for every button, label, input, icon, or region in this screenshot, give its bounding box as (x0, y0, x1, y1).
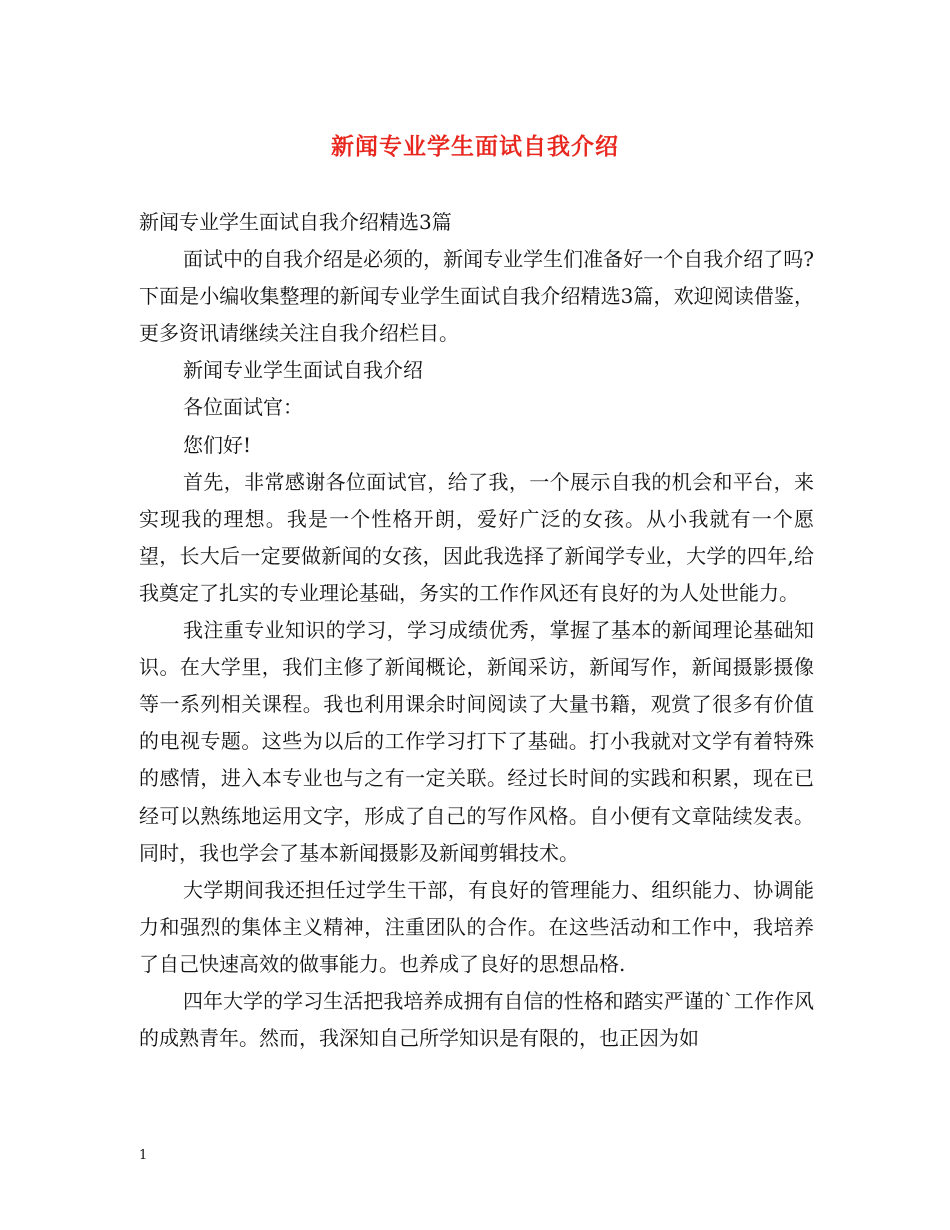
paragraph-body: 大学期间我还担任过学生干部，有良好的管理能力、组织能力、协调能力和强烈的集体主义精神，注重团队的合作。在这些活动和工作中，我培养了自己快速高效的做事能力。也养成了良好的思想品格. (139, 877, 814, 976)
document-title: 新闻专业学生面试自我介绍 (331, 134, 619, 160)
paragraph-body: 我注重专业知识的学习，学习成绩优秀，掌握了基本的新闻理论基础知识。在大学里，我们主修了新闻概论，新闻采访，新闻写作，新闻摄影摄像等一系列相关课程。我也利用课余时间阅读了大量书籍，观赏了很多有价值的电视专题。这些为以后的工作学习打下了基础。打小我就对文学有着特殊的感情，进入本专业也与之有一定关联。经过长时间的实践和积累，现在已经可以熟练地运用文字，形成了自己的写作风格。自小便有文章陆续发表。同时，我也学会了基本新闻摄影及新闻剪辑技术。 (139, 618, 814, 865)
paragraph-section-heading: 新闻专业学生面试自我介绍 (183, 358, 423, 383)
paragraph-body: 四年大学的学习生活把我培养成拥有自信的性格和踏实严谨的`工作作风的成熟青年。然而，我深知自己所学知识是有限的，也正因为如 (139, 988, 814, 1051)
paragraph-subtitle: 新闻专业学生面试自我介绍精选3篇 (139, 210, 452, 234)
paragraph-salutation: 各位面试官： (183, 395, 303, 420)
document-body (139, 204, 814, 1057)
paragraph-body: 首先，非常感谢各位面试官，给了我，一个展示自我的机会和平台，来实现我的理想。我是一个性格开朗，爱好广泛的女孩。从小我就有一个愿望，长大后一定要做新闻的女孩，因此我选择了新闻学专业，大学的四年,给我奠定了扎实的专业理论基础，务实的工作作风还有良好的为人处世能力。 (139, 469, 814, 605)
paragraph-greeting: 您们好! (183, 432, 252, 457)
paragraph-intro: 面试中的自我介绍是必须的，新闻专业学生们准备好一个自我介绍了吗?下面是小编收集整理的新闻专业学生面试自我介绍精选3篇，欢迎阅读借鉴，更多资讯请继续关注自我介绍栏目。 (139, 247, 814, 346)
page-number: 1 (139, 1148, 148, 1163)
